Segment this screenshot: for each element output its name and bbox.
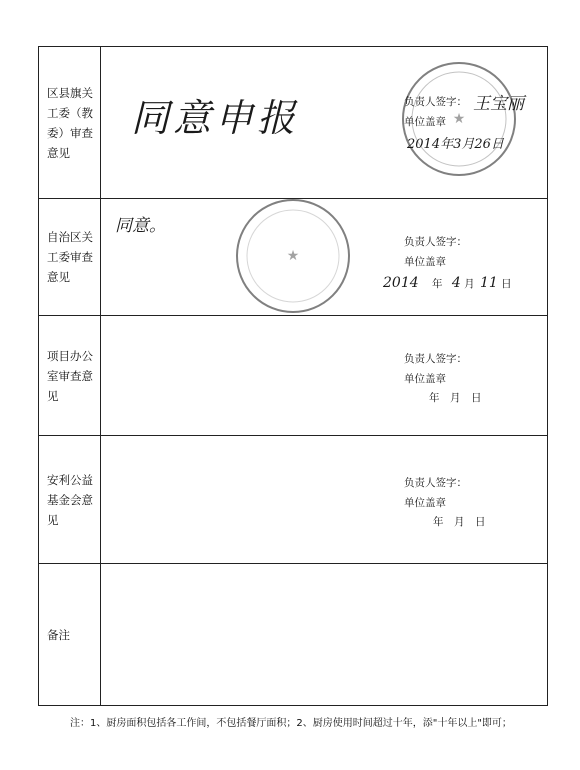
seal-label: 单位盖章 [404, 116, 446, 128]
date-month: 4 [451, 275, 461, 291]
seal-label: 单位盖章 [404, 373, 446, 385]
svg-text:★: ★ [452, 111, 466, 127]
year-label: 年 [431, 278, 443, 290]
seal-label: 单位盖章 [404, 256, 446, 268]
label-cell [39, 564, 101, 705]
svg-text:★: ★ [286, 248, 300, 264]
row-label: 区县旗关工委（教委）审查意见 [47, 85, 93, 160]
handwritten-opinion: 同意。 [115, 216, 166, 236]
date-line: 年 月 日 [429, 392, 482, 404]
opinion-cell [101, 436, 547, 563]
signature-label: 负责人签字： [404, 353, 467, 365]
date-day: 11 [479, 275, 498, 291]
row-autonomous-region-review [39, 199, 547, 316]
review-form-table [38, 46, 548, 706]
label-cell [39, 316, 101, 435]
footnote: 注：1、厨房面积包括各工作间，不包括餐厅面积；2、厨房使用时间超过十年，添"十年以上"即可； [70, 718, 512, 729]
signature: 王宝丽 [473, 94, 524, 114]
opinion-cell [101, 316, 547, 435]
opinion-cell [101, 47, 547, 198]
month-label: 月 [464, 278, 475, 290]
remarks-cell [101, 564, 547, 705]
row-label: 项目办公室审查意见 [47, 348, 93, 403]
signature-label: 负责人签字： [404, 477, 467, 489]
row-amway-foundation-review [39, 436, 547, 564]
row-label: 自治区关工委审查意见 [47, 230, 93, 284]
label-cell [39, 436, 101, 563]
label-cell [39, 47, 101, 198]
row-remarks [39, 564, 547, 705]
row-label: 备注 [47, 627, 70, 642]
row-project-office-review [39, 316, 547, 436]
day-label: 日 [501, 278, 512, 290]
label-cell [39, 199, 101, 315]
signature-label: 负责人签字： [404, 96, 467, 108]
date-line [383, 275, 512, 291]
row-district-review [39, 47, 547, 199]
handwritten-date: 2014年3月26日 [407, 137, 504, 152]
row-label: 安利公益基金会意见 [47, 472, 93, 527]
handwritten-opinion: 同意申报 [131, 96, 300, 140]
opinion-cell [101, 199, 547, 315]
date-year: 2014 [383, 275, 419, 291]
official-seal-stamp [233, 197, 353, 315]
signature-label: 负责人签字： [404, 236, 467, 248]
date-line: 年 月 日 [433, 516, 486, 528]
seal-label: 单位盖章 [404, 497, 446, 509]
